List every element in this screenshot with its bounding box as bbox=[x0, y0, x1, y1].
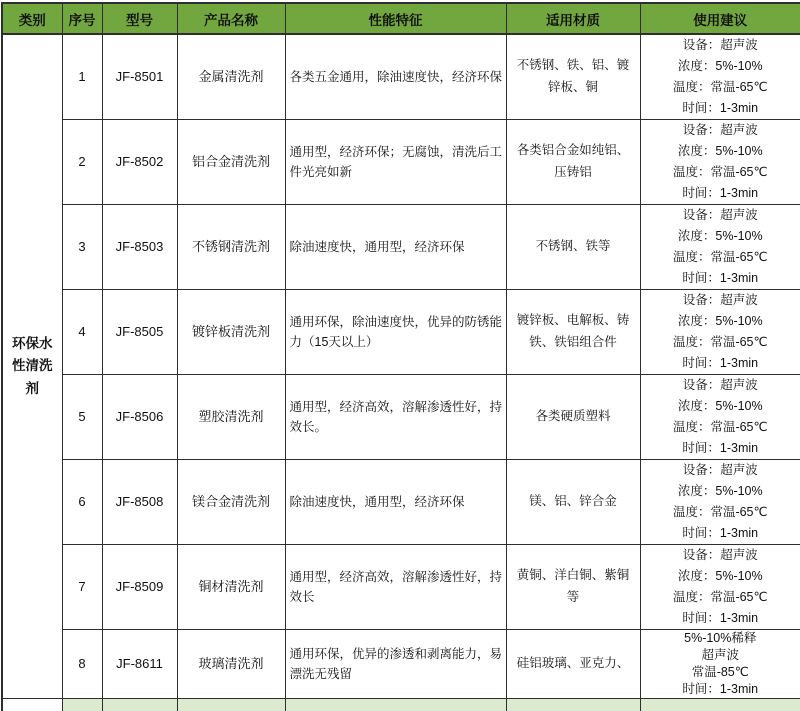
serial-cell: 8 bbox=[62, 630, 102, 699]
table-row bbox=[2, 205, 800, 290]
usage-line: 温度：常温-65℃ bbox=[672, 250, 768, 264]
serial-cell: 2 bbox=[62, 120, 102, 205]
usage-line: 温度：常温-65℃ bbox=[672, 335, 768, 349]
usage-line: 常温-85℃ bbox=[691, 665, 749, 679]
product-name-cell: 铜材清洗剂 bbox=[177, 545, 285, 630]
usage-cell bbox=[640, 375, 800, 460]
usage-line: 浓度：5%-10% bbox=[677, 314, 763, 328]
table-row bbox=[2, 120, 800, 205]
usage-line: 5%-10%稀释 bbox=[684, 631, 757, 645]
col-header-category: 类别 bbox=[2, 3, 62, 34]
usage-line: 时间：1-3min bbox=[682, 356, 759, 370]
product-name-cell: 镀锌板清洗剂 bbox=[177, 290, 285, 375]
header-row bbox=[2, 3, 800, 34]
model-cell: JF-8611 bbox=[102, 630, 177, 699]
usage-cell bbox=[640, 290, 800, 375]
next-row-partial bbox=[2, 699, 800, 711]
features-cell: 除油速度快，通用型，经济环保 bbox=[285, 205, 506, 290]
model-cell: JF-8509 bbox=[102, 545, 177, 630]
usage-cell bbox=[640, 34, 800, 120]
usage-line: 时间：1-3min bbox=[682, 186, 759, 200]
serial-cell: 3 bbox=[62, 205, 102, 290]
usage-line: 时间：1-3min bbox=[682, 611, 759, 625]
usage-line: 浓度：5%-10% bbox=[677, 569, 763, 583]
usage-cell bbox=[640, 120, 800, 205]
col-header-model: 型号 bbox=[102, 3, 177, 34]
usage-line: 设备：超声波 bbox=[682, 548, 758, 562]
model-cell: JF-8506 bbox=[102, 375, 177, 460]
usage-line: 超声波 bbox=[701, 648, 739, 662]
model-cell: JF-8501 bbox=[102, 34, 177, 120]
next-row-cell bbox=[506, 699, 640, 711]
model-cell: JF-8503 bbox=[102, 205, 177, 290]
serial-cell: 1 bbox=[62, 34, 102, 120]
serial-cell: 6 bbox=[62, 460, 102, 545]
usage-line: 温度：常温-65℃ bbox=[672, 80, 768, 94]
usage-line: 设备：超声波 bbox=[682, 378, 758, 392]
usage-cell bbox=[640, 630, 800, 699]
usage-line: 温度：常温-65℃ bbox=[672, 505, 768, 519]
table-row bbox=[2, 630, 800, 699]
usage-line: 温度：常温-65℃ bbox=[672, 590, 768, 604]
usage-line: 浓度：5%-10% bbox=[677, 144, 763, 158]
materials-cell: 不锈钢、铁等 bbox=[506, 205, 640, 290]
next-row-cell bbox=[62, 699, 102, 711]
materials-cell: 镁、铝、锌合金 bbox=[506, 460, 640, 545]
table-row bbox=[2, 545, 800, 630]
product-name-cell: 镁合金清洗剂 bbox=[177, 460, 285, 545]
next-row-cell bbox=[102, 699, 177, 711]
serial-cell: 7 bbox=[62, 545, 102, 630]
model-cell: JF-8502 bbox=[102, 120, 177, 205]
table-row bbox=[2, 375, 800, 460]
table-row bbox=[2, 460, 800, 545]
col-header-materials: 适用材质 bbox=[506, 3, 640, 34]
usage-line: 设备：超声波 bbox=[682, 38, 758, 52]
materials-cell: 镀锌板、电解板、铸铁、铁铝组合件 bbox=[506, 290, 640, 375]
product-name-cell: 塑胶清洗剂 bbox=[177, 375, 285, 460]
usage-line: 浓度：5%-10% bbox=[677, 399, 763, 413]
features-cell: 通用型，经济高效，溶解渗透性好，持效长。 bbox=[285, 375, 506, 460]
product-name-cell: 铝合金清洗剂 bbox=[177, 120, 285, 205]
usage-cell bbox=[640, 545, 800, 630]
features-cell: 除油速度快，通用型，经济环保 bbox=[285, 460, 506, 545]
model-cell: JF-8508 bbox=[102, 460, 177, 545]
cleaner-product-spec-table bbox=[1, 2, 800, 711]
table-row bbox=[2, 290, 800, 375]
next-row-cell bbox=[177, 699, 285, 711]
usage-cell bbox=[640, 460, 800, 545]
usage-line: 时间：1-3min bbox=[682, 441, 759, 455]
col-header-features: 性能特征 bbox=[285, 3, 506, 34]
features-cell: 通用型，经济环保；无腐蚀，清洗后工件光亮如新 bbox=[285, 120, 506, 205]
usage-line: 设备：超声波 bbox=[682, 293, 758, 307]
usage-line: 浓度：5%-10% bbox=[677, 59, 763, 73]
usage-line: 设备：超声波 bbox=[682, 123, 758, 137]
usage-line: 时间：1-3min bbox=[682, 101, 759, 115]
materials-cell: 硅铝玻璃、亚克力、 bbox=[506, 630, 640, 699]
category-tail-cell bbox=[2, 699, 62, 711]
model-cell: JF-8505 bbox=[102, 290, 177, 375]
usage-line: 浓度：5%-10% bbox=[677, 484, 763, 498]
usage-line: 时间：1-3min bbox=[682, 682, 759, 696]
features-cell: 通用环保，优异的渗透和剥离能力，易漂洗无残留 bbox=[285, 630, 506, 699]
usage-line: 温度：常温-65℃ bbox=[672, 420, 768, 434]
usage-cell bbox=[640, 205, 800, 290]
serial-cell: 4 bbox=[62, 290, 102, 375]
usage-line: 浓度：5%-10% bbox=[677, 229, 763, 243]
category-cell: 环保水性清洗剂 bbox=[2, 34, 62, 699]
features-cell: 通用型，经济高效，溶解渗透性好，持效长 bbox=[285, 545, 506, 630]
col-header-serial: 序号 bbox=[62, 3, 102, 34]
usage-line: 时间：1-3min bbox=[682, 526, 759, 540]
col-header-usage: 使用建议 bbox=[640, 3, 800, 34]
table-row bbox=[2, 34, 800, 120]
features-cell: 各类五金通用，除油速度快，经济环保 bbox=[285, 34, 506, 120]
materials-cell: 各类铝合金如纯铝、压铸铝 bbox=[506, 120, 640, 205]
product-name-cell: 金属清洗剂 bbox=[177, 34, 285, 120]
usage-line: 时间：1-3min bbox=[682, 271, 759, 285]
usage-line: 设备：超声波 bbox=[682, 208, 758, 222]
product-name-cell: 玻璃清洗剂 bbox=[177, 630, 285, 699]
product-name-cell: 不锈钢清洗剂 bbox=[177, 205, 285, 290]
next-row-cell bbox=[285, 699, 506, 711]
usage-line: 温度：常温-65℃ bbox=[672, 165, 768, 179]
materials-cell: 不锈钢、铁、铝、镀锌板、铜 bbox=[506, 34, 640, 120]
serial-cell: 5 bbox=[62, 375, 102, 460]
materials-cell: 各类硬质塑料 bbox=[506, 375, 640, 460]
usage-line: 设备：超声波 bbox=[682, 463, 758, 477]
features-cell: 通用环保，除油速度快，优异的防锈能力（15天以上） bbox=[285, 290, 506, 375]
col-header-product-name: 产品名称 bbox=[177, 3, 285, 34]
next-row-cell bbox=[640, 699, 800, 711]
materials-cell: 黄铜、洋白铜、紫铜等 bbox=[506, 545, 640, 630]
